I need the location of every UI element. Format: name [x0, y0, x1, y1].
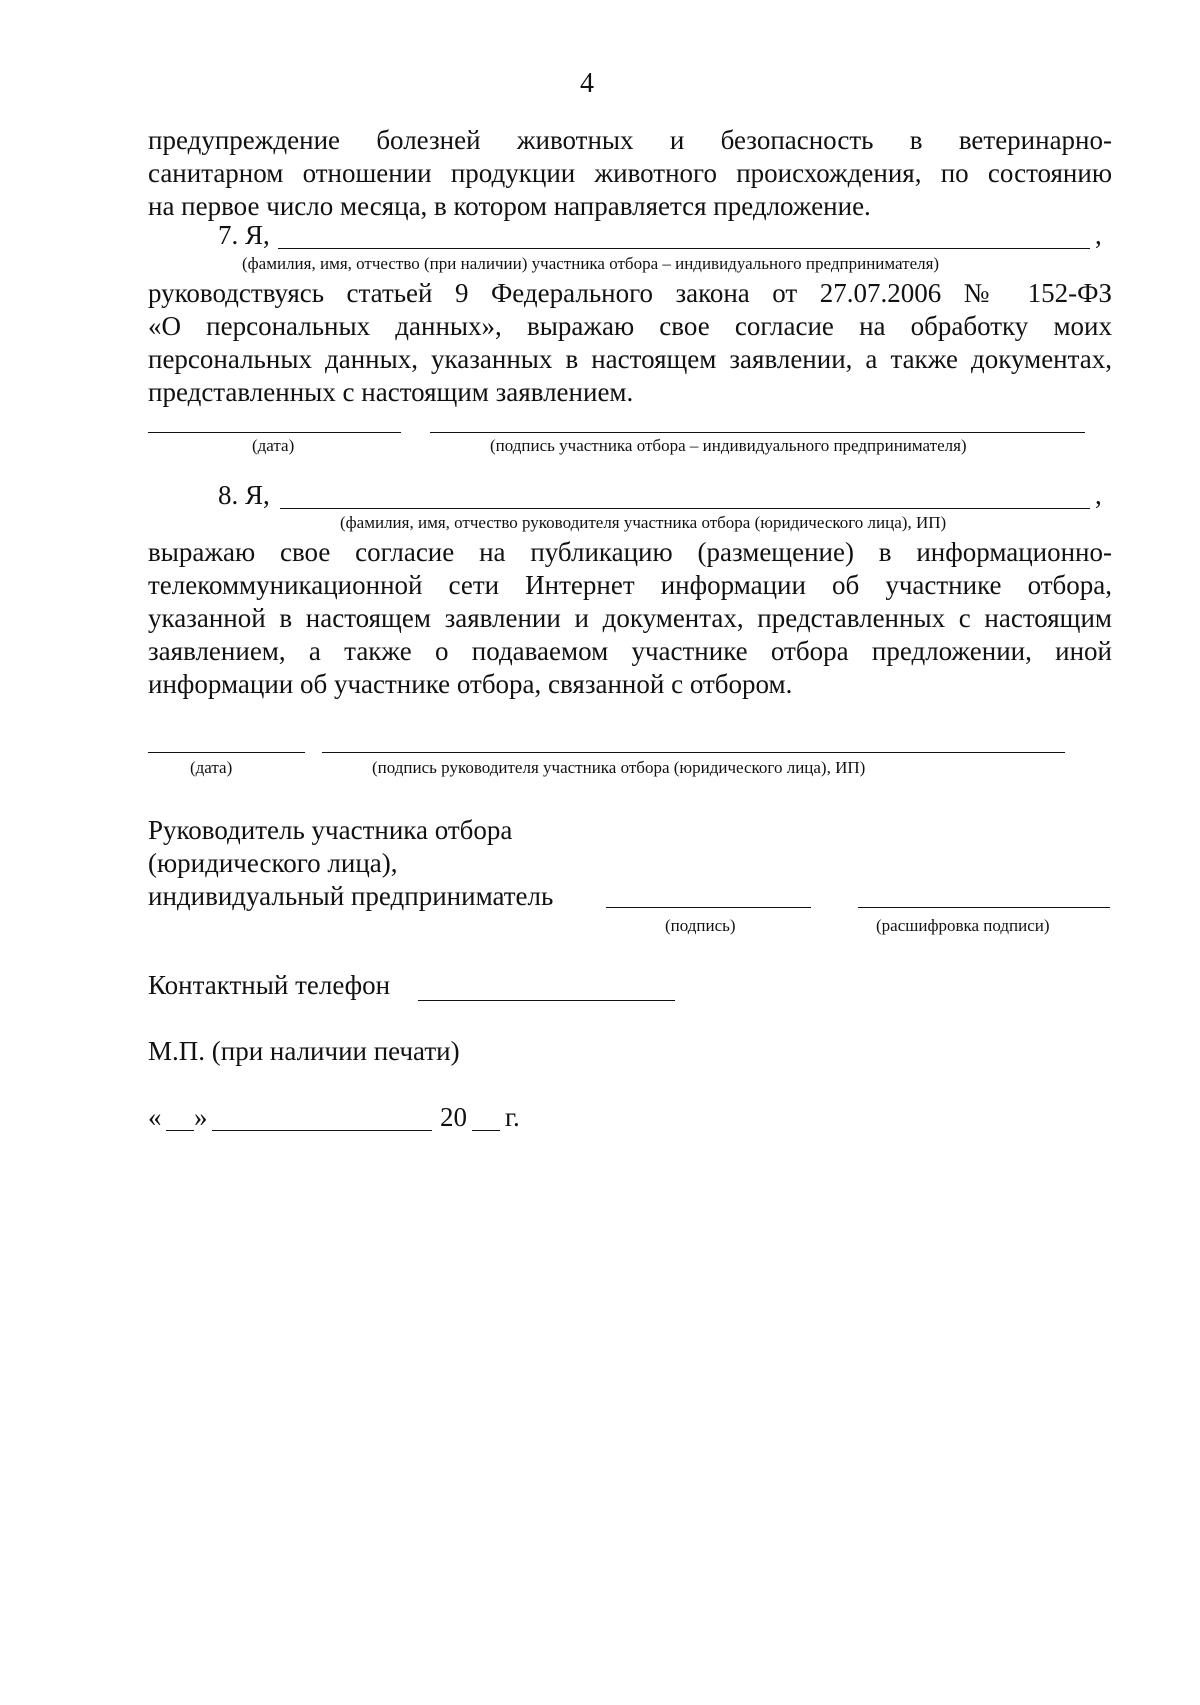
item8-line: указанной в настоящем заявлении и документах, представленных с настоящим — [148, 603, 1112, 633]
date-day-field[interactable] — [166, 1130, 194, 1131]
head-block-line: (юридического лица), — [148, 848, 398, 878]
contact-phone-field[interactable] — [418, 1000, 675, 1001]
item8-signature-caption: (подпись руководителя участника отбора (юридического лица), ИП) — [372, 758, 866, 777]
item7-line: «О персональных данных», выражаю свое согласие на обработку моих — [148, 311, 1112, 341]
intro-line: предупреждение болезней животных и безопасность в ветеринарно- — [148, 125, 1112, 155]
item8-date-field[interactable] — [148, 752, 305, 753]
item8-paragraph — [148, 536, 1112, 701]
item8-lead: 8. Я, — [218, 480, 270, 510]
date-year-suffix: г. — [505, 1102, 520, 1132]
item8-line: телекоммуникационной сети Интернет информации об участнике отбора, — [148, 570, 1112, 600]
head-decode-caption: (расшифровка подписи) — [876, 916, 1050, 935]
item8-date-caption: (дата) — [190, 758, 233, 777]
date-year-prefix: 20 — [440, 1102, 467, 1132]
item7-name-caption: (фамилия, имя, отчество (при наличии) участника отбора – индивидуального предпринимателя) — [242, 254, 940, 273]
item7-line: руководствуясь статьей 9 Федерального закона от 27.07.2006 № 152-ФЗ — [148, 278, 1112, 308]
date-close-quote: » — [194, 1102, 208, 1132]
item7-signature-caption: (подпись участника отбора – индивидуального предпринимателя) — [490, 436, 967, 455]
item8-name-caption: (фамилия, имя, отчество руководителя участника отбора (юридического лица), ИП) — [340, 513, 947, 532]
page-number: 4 — [580, 68, 594, 99]
item7-name-field[interactable] — [278, 248, 1090, 249]
item7-signature-field[interactable] — [430, 432, 1085, 433]
intro-paragraph — [148, 124, 1112, 223]
item7-line: представленных с настоящим заявлением. — [148, 377, 634, 407]
contact-phone-label: Контактный телефон — [148, 970, 391, 1000]
item8-name-field[interactable] — [280, 508, 1090, 509]
item7-date-caption: (дата) — [252, 436, 295, 455]
head-block-line: индивидуальный предприниматель — [148, 881, 554, 911]
item7-paragraph — [148, 277, 1112, 409]
head-decode-field[interactable] — [858, 907, 1110, 908]
item8-signature-field[interactable] — [322, 752, 1065, 753]
head-block-label — [148, 814, 553, 913]
intro-line: санитарном отношении продукции животного происхождения, по состоянию — [148, 158, 1112, 188]
item7-comma: , — [1095, 220, 1102, 250]
head-signature-caption: (подпись) — [665, 916, 736, 935]
item8-line: заявлением, а также о подаваемом участнике отбора предложении, иной — [148, 636, 1112, 666]
item8-line: выражаю свое согласие на публикацию (размещение) в информационно- — [148, 537, 1112, 567]
item7-lead: 7. Я, — [218, 220, 270, 250]
stamp-label: М.П. (при наличии печати) — [148, 1036, 460, 1066]
intro-line: на первое число месяца, в котором направляется предложение. — [148, 191, 871, 221]
date-open-quote: « — [148, 1102, 162, 1132]
head-block-line: Руководитель участника отбора — [148, 815, 513, 845]
item8-line: информации об участнике отбора, связанной с отбором. — [148, 669, 793, 699]
date-year-field[interactable] — [472, 1130, 500, 1131]
item8-comma: , — [1095, 480, 1102, 510]
item7-date-field[interactable] — [148, 432, 401, 433]
head-signature-field[interactable] — [606, 907, 811, 908]
date-month-field[interactable] — [212, 1130, 432, 1131]
item7-line: персональных данных, указанных в настоящем заявлении, а также документах, — [148, 344, 1112, 374]
